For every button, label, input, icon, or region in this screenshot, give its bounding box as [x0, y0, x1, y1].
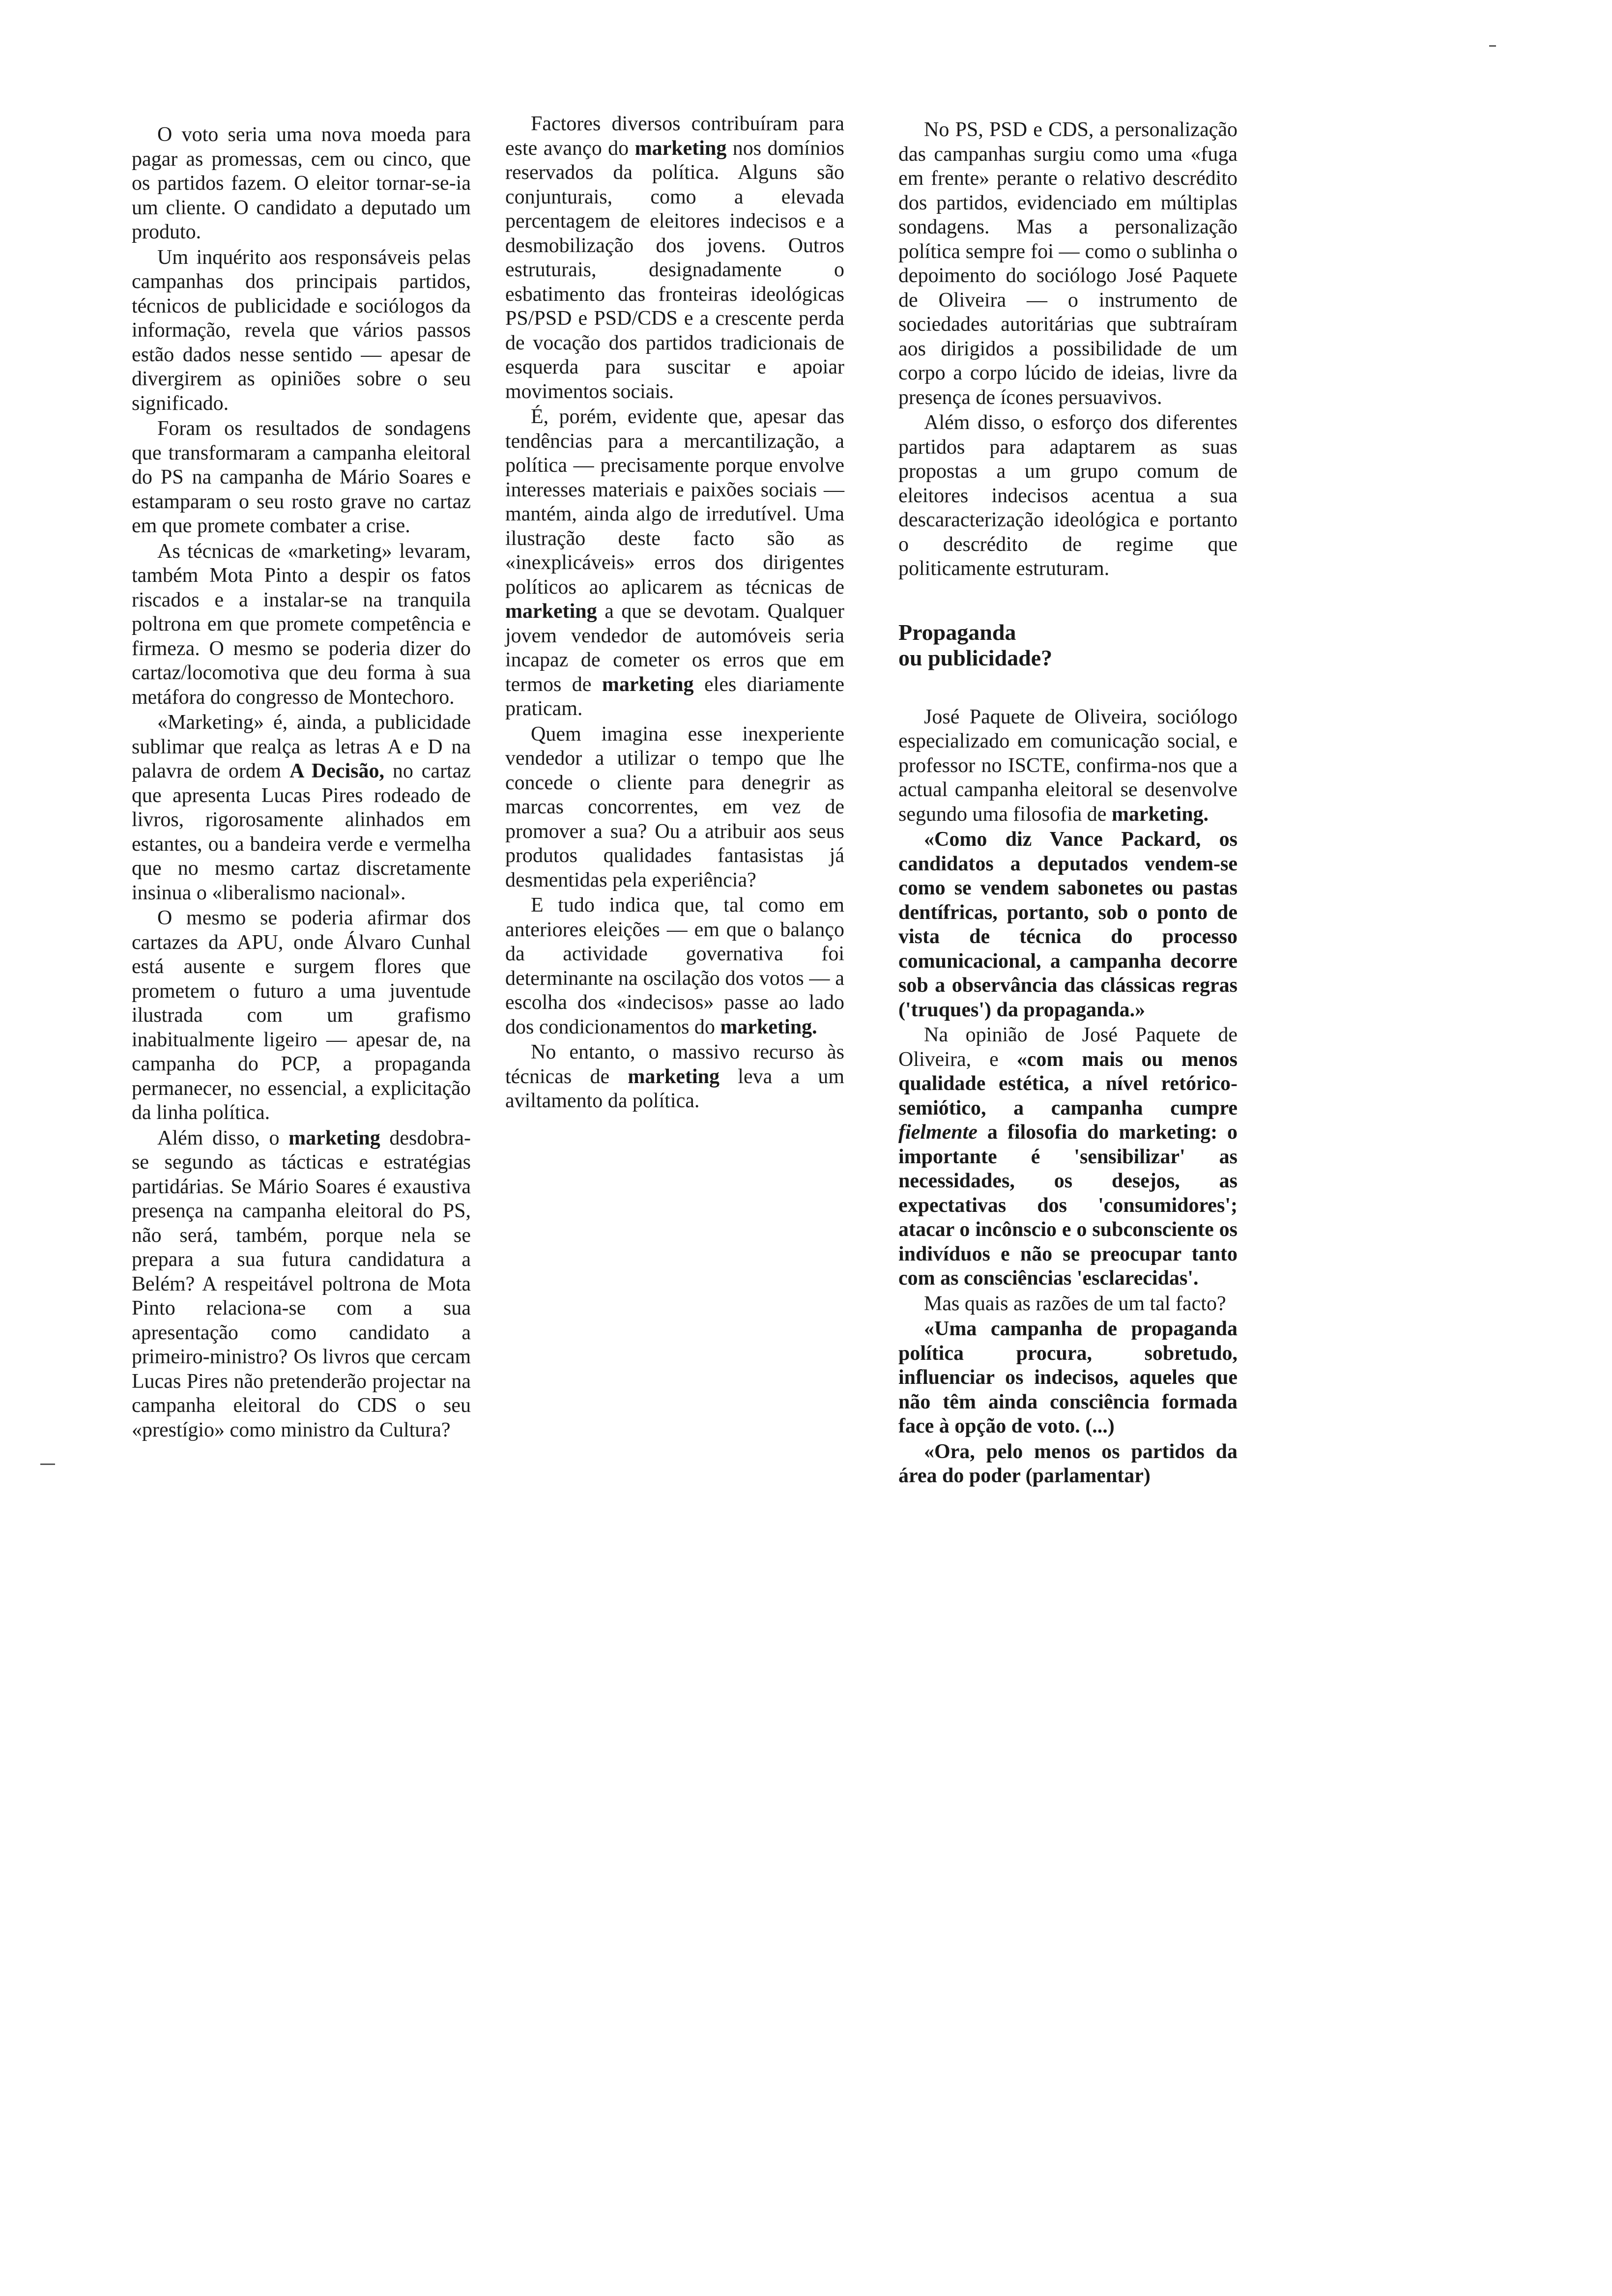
- bold-text-run: marketing: [288, 1126, 380, 1149]
- text-run: «Marketing» é, ainda, a publicidade sublimar que realça as letras A e D na palavra de ordem: [132, 711, 471, 782]
- text-run: Um inquérito aos responsáveis pelas campanhas dos principais partidos, técnicos de publicidade e sociólogos da informação, revela que vários passos estão dados nesse sentido — apesar de divergirem as opiniões sobre o seu significado.: [132, 246, 471, 415]
- text-run: leva a um aviltamento da política.: [505, 1065, 845, 1112]
- article-column-1: [132, 123, 471, 1442]
- bold-text-run: fielmente: [898, 1121, 978, 1144]
- paragraph: [505, 405, 844, 721]
- scan-mark-left: [40, 1464, 55, 1465]
- scan-mark-top-right: [1489, 45, 1496, 47]
- article-column-3: [898, 118, 1238, 1489]
- text-run: Factores diversos contribuíram para este avanço do: [505, 113, 844, 160]
- text-run: José Paquete de Oliveira, sociólogo especializado em comunicação social, e professor no ISCTE, confirma-nos que a actual campanha eleitoral se desenvolve segundo uma filosofia de: [898, 705, 1238, 826]
- paragraph: [505, 1040, 844, 1114]
- paragraph: [132, 540, 471, 710]
- text-run: No entanto, o massivo recurso às técnicas de: [505, 1041, 844, 1088]
- text-run: As técnicas de «marketing» levaram, também Mota Pinto a despir os fatos riscados e a instalar-se na tranquila poltrona em que promete competência e firmeza. O mesmo se poderia dizer do cartaz/locomotiva que deu forma à sua metáfora do congresso de Montechoro.: [132, 540, 471, 709]
- paragraph: [132, 246, 471, 416]
- text-run: Na opinião de José Paquete de Oliveira, e: [898, 1024, 1238, 1071]
- text-run: O mesmo se poderia afirmar dos cartazes da APU, onde Álvaro Cunhal está ausente e surgem flores que prometem o futuro a uma juventude ilustrada com um grafismo inabitualmente ligeiro — apesar de, na campanha do PCP, a propaganda permanecer, no essencial, a explicitação da linha política.: [132, 907, 471, 1124]
- bold-text-run: marketing: [628, 1065, 720, 1088]
- paragraph: [898, 705, 1238, 827]
- bold-text-run: marketing.: [1111, 803, 1209, 826]
- text-run: no cartaz que apresenta Lucas Pires rodeado de livros, rigorosamente alinhados em estantes, ou a bandeira verde e vermelha que no mesmo cartaz discretamente insinua o «liberalismo nacional».: [132, 760, 471, 904]
- text-run: nos domínios reservados da política. Alguns são conjunturais, como a elevada percentagem de eleitores indecisos e a desmobilização dos jovens. Outros estruturais, designadamente o esbatimento das fronteiras ideológicas PS/PSD e PSD/CDS e a crescente perda de vocação dos partidos tradicionais de esquerda para suscitar e apoiar movimentos sociais.: [505, 137, 844, 403]
- bold-text-run: «com mais ou menos qualidade estética, a nível retórico-semiótico, a campanha cumpre: [898, 1048, 1238, 1119]
- bold-text-run: a filosofia do marketing: o importante é 'sensibilizar' as necessidades, os desejos, as expectativas dos 'consumidores'; atacar o incônscio e o subconsciente os indivíduos e não se preocupar tanto com as consciências 'esclarecidas'.: [898, 1121, 1238, 1290]
- bold-text-run: «Como diz Vance Packard, os candidatos a deputados vendem-se como se vendem sabonetes ou pastas dentífricas, portanto, sob o ponto de vista de técnica do processo comunicacional, a campanha decorre sob a observância das clássicas regras ('truques') da propaganda.»: [898, 828, 1238, 1021]
- bold-text-run: «Uma campanha de propaganda política procura, sobretudo, influenciar os indecisos, aqueles que não têm ainda consciência formada face à opção de voto. (...): [898, 1318, 1238, 1437]
- text-run: Quem imagina esse inexperiente vendedor a utilizar o tempo que lhe concede o cliente para denegrir as marcas concorrentes, em vez de promover a sua? Ou a atribuir aos seus produtos qualidades fantasistas já desmentidas pela experiência?: [505, 722, 844, 891]
- article-column-2: [505, 112, 844, 1114]
- bold-text-run: marketing.: [720, 1015, 817, 1038]
- bold-text-run: A Decisão,: [289, 760, 385, 782]
- text-run: a que se devotam. Qualquer jovem vendedor de automóveis seria incapaz de cometer os erros que em termos de: [505, 600, 844, 696]
- paragraph: [132, 711, 471, 905]
- paragraph: [898, 1317, 1238, 1439]
- section-heading: [898, 620, 1238, 671]
- text-run: eles diariamente praticam.: [505, 673, 845, 720]
- paragraph: [898, 1292, 1238, 1317]
- section-heading-line: ou publicidade?: [898, 645, 1053, 670]
- paragraph: [898, 411, 1238, 581]
- text-run: É, porém, evidente que, apesar das tendências para a mercantilização, a política — precisamente porque envolve interesses materiais e paixões sociais — mantém, ainda algo de irredutível. Uma ilustração deste facto são as «inexplicáveis» erros dos dirigentes políticos ao aplicarem as técnicas de: [505, 405, 844, 599]
- paragraph: [132, 906, 471, 1125]
- paragraph: [898, 1023, 1238, 1291]
- paragraph: [132, 1126, 471, 1443]
- paragraph: [132, 417, 471, 539]
- bold-text-run: «Ora, pelo menos os partidos da área do poder (parlamentar): [898, 1440, 1238, 1487]
- bold-text-run: marketing: [634, 137, 727, 160]
- paragraph: [505, 893, 844, 1039]
- paragraph: [505, 112, 844, 404]
- paragraph: [505, 722, 844, 893]
- text-run: Além disso, o esforço dos diferentes partidos para adaptarem as suas propostas a um grupo comum de eleitores indecisos acentua a sua descaracterização ideológica e portanto o descrédito de regime que politicamente estruturam.: [898, 411, 1238, 580]
- paragraph: [898, 1440, 1238, 1489]
- paragraph: [898, 118, 1238, 410]
- bold-text-run: marketing: [602, 673, 694, 696]
- text-run: Foram os resultados de sondagens que transformaram a campanha eleitoral do PS na campanha de Mário Soares e estamparam o seu rosto grave no cartaz em que promete combater a crise.: [132, 417, 471, 537]
- text-run: O voto seria uma nova moeda para pagar as promessas, cem ou cinco, que os partidos fazem. O eleitor tornar-se-ia um cliente. O candidato a deputado um produto.: [132, 123, 471, 243]
- text-run: No PS, PSD e CDS, a personalização das campanhas surgiu como uma «fuga em frente» perante o relativo descrédito dos partidos, evidenciado em múltiplas sondagens. Mas a personalização política sempre foi — como o sublinha o depoimento do sociólogo José Paquete de Oliveira — o instrumento de sociedades autoritárias que subtraíram aos dirigidos a possibilidade de um corpo a corpo lúcido de ideias, livre da presença de ícones persuavivos.: [898, 118, 1238, 409]
- text-run: Mas quais as razões de um tal facto?: [924, 1292, 1226, 1315]
- text-run: Além disso, o: [157, 1126, 289, 1149]
- section-heading-line: Propaganda: [898, 619, 1016, 645]
- text-run: E tudo indica que, tal como em anteriores eleições — em que o balanço da actividade governativa foi determinante na oscilação dos votos — a escolha dos «indecisos» passe ao lado dos condicionamentos do: [505, 894, 844, 1038]
- text-run: desdobra-se segundo as tácticas e estratégias partidárias. Se Mário Soares é exaustiva presença na campanha eleitoral do PS, não será, também, porque nela se prepara a sua futura candidatura a Belém? A respeitável poltrona de Mota Pinto relaciona-se com a sua apresentação como candidato a primeiro-ministro? Os livros que cercam Lucas Pires não pretenderão projectar na campanha eleitoral do CDS o seu «prestígio» como ministro da Cultura?: [132, 1126, 471, 1441]
- bold-text-run: marketing: [505, 600, 597, 623]
- paragraph: [132, 123, 471, 245]
- paragraph: [898, 828, 1238, 1022]
